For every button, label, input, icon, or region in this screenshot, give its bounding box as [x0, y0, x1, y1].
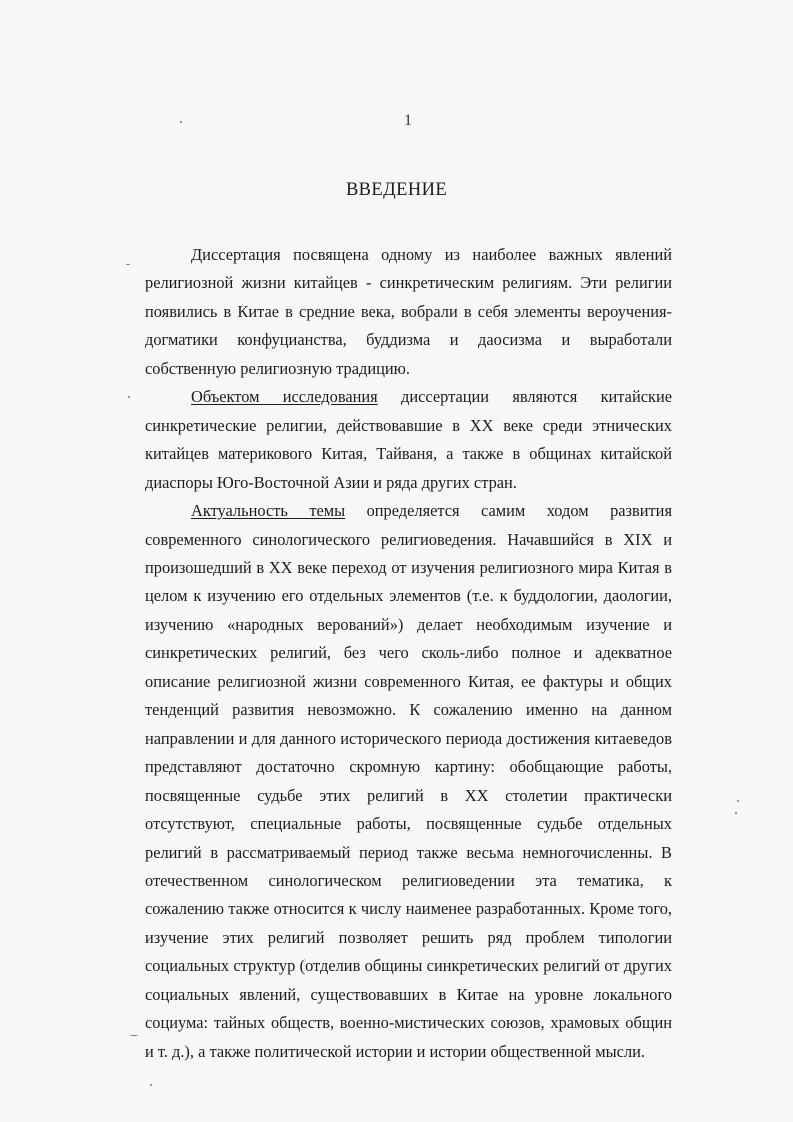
scan-speck [126, 264, 130, 265]
scan-speck [150, 1084, 152, 1086]
body-text [145, 241, 672, 1066]
scan-speck [735, 812, 737, 814]
paragraph-relevance [145, 497, 672, 1066]
paragraph-relevance-text: определяется самим ходом развития современного синологического религиоведения. Начавшийся в XIX и произошедший в XX веке переход от изучения религиозного мира Китая в целом к изучению его отдельных элементов (т.е. к буддологии, даологии, изучению «народных верований») делает необходимым изучение и синкретических религий, без чего сколь-либо полное и адекватное описание религиозной жизни современного Китая, ее фактуры и общих тенденций развития невозможно. К сожалению именно на данном направлении и для данного исторического периода достижения китаеведов представляют достаточно скромную картину: обобщающие работы, посвященные судьбе этих религий в XX столетии практически отсутствуют, специальные работы, посвященные судьбе отдельных религий в рассматриваемый период также весьма немногочисленны. В отечественном синологическом религиоведении эта тематика, к сожалению также относится к числу наименее разработанных. Кроме того, изучение этих религий позволяет решить ряд проблем типологии социальных структур (отделив общины синкретических религий от других социальных явлений, существовавших в Китае на уровне локального социума: тайных обществ, военно-мистических союзов, храмовых общин и т. д.), а также политической истории и истории общественной мысли. [145, 501, 672, 1061]
paragraph-intro-text: Диссертация посвящена одному из наиболее важных явлений религиозной жизни китайцев - синкретическим религиям. Эти религии появились в Китае в средние века, вобрали в себя элементы вероучения-догматики конфуцианства, буддизма и даосизма и выработали собственную религиозную традицию. [145, 245, 672, 378]
scan-speck [128, 396, 130, 398]
paragraph-object-lead: Объектом исследования [191, 387, 378, 407]
paragraph-object-text: диссертации являются китайские синкретические религии, действовавшие в XX веке среди этнических китайцев материкового Китая, Тайваня, а также в общинах китайской диаспоры Юго-Восточной Азии и ряда других стран. [145, 387, 672, 492]
paragraph-relevance-lead: Актуальность темы [191, 501, 346, 521]
scan-speck [737, 800, 739, 802]
scan-speck [130, 1035, 138, 1036]
section-title: ВВЕДЕНИЕ [345, 180, 448, 200]
page-number: 1 [404, 112, 412, 129]
scan-speck [180, 121, 182, 123]
paragraph-intro [145, 241, 672, 383]
paragraph-object [145, 383, 672, 497]
